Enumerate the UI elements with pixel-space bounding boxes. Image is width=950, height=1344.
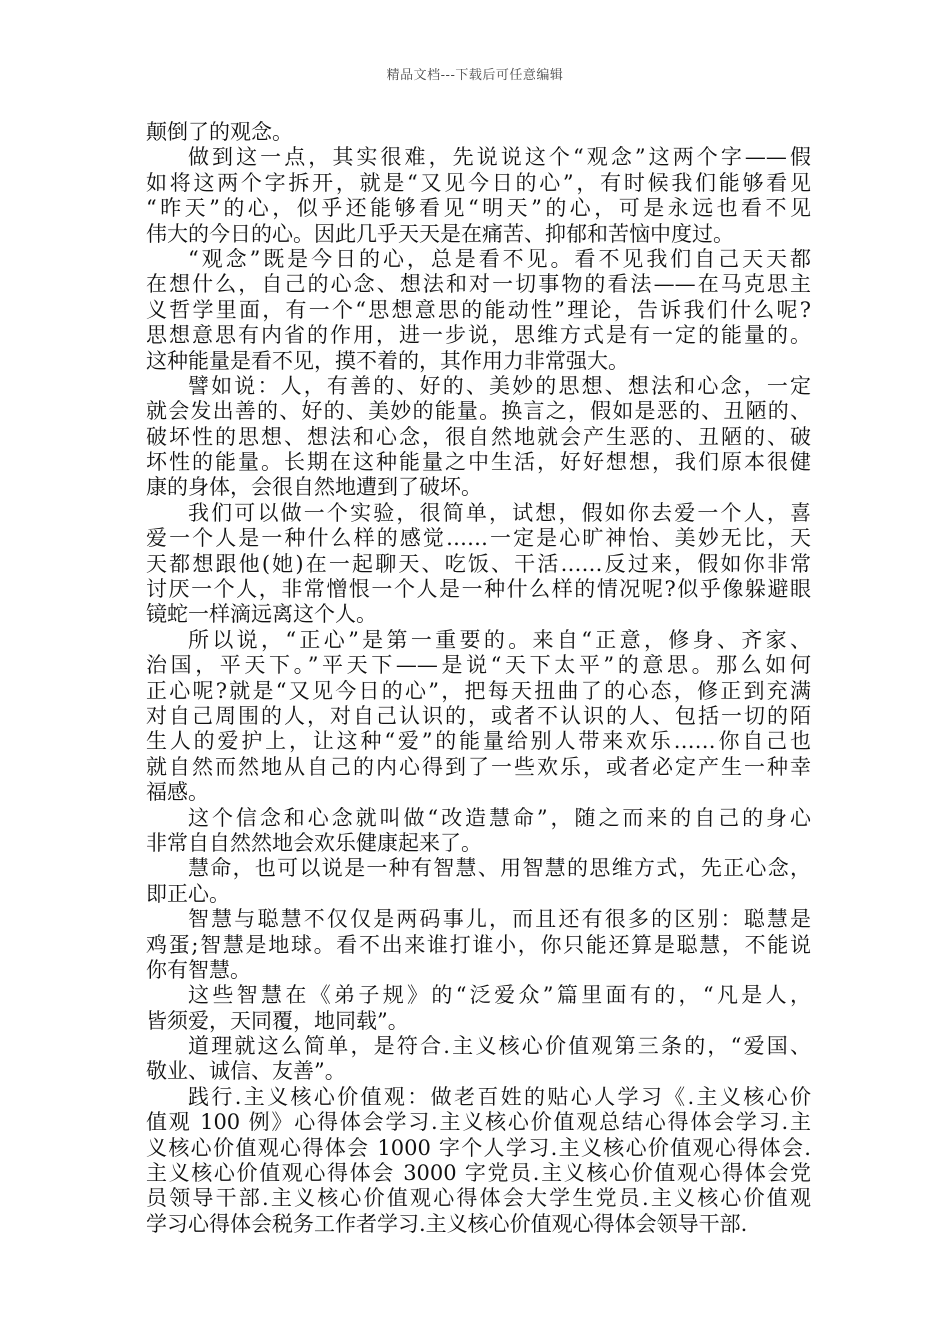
text-line: 康的身体，会很自然地遭到了破坏。 <box>146 475 482 500</box>
paragraph <box>146 374 811 501</box>
text-line: 道理就这么简单，是符合.主义核心价值观第三条的，“爱国、 <box>188 1034 811 1059</box>
text-line: 坏性的能量。长期在这种能量之中生活，好好想想，我们原本很健 <box>146 450 811 475</box>
text-line: 所以说，“正心”是第一重要的。来自“正意，修身、齐家、 <box>188 627 811 652</box>
text-line: 员领导干部.主义核心价值观心得体会大学生党员.主义核心价值观 <box>146 1186 811 1211</box>
text-line: 这个信念和心念就叫做“改造慧命”，随之而来的自己的身心 <box>188 805 811 830</box>
text-line: 正心呢?就是“又见今日的心”，把每天扭曲了的心态，修正到充满 <box>146 678 811 703</box>
text-line: 学习心得体会税务工作者学习.主义核心价值观心得体会领导干部. <box>146 1211 748 1236</box>
text-line: 慧命，也可以说是一种有智慧、用智慧的思维方式，先正心念， <box>188 856 811 881</box>
paragraph <box>146 806 811 857</box>
text-line: 皆须爱，天同覆，地同载”。 <box>146 1008 409 1033</box>
paragraph <box>146 120 811 145</box>
text-line: 践行.主义核心价值观：做老百姓的贴心人学习《.主义核心价 <box>188 1084 811 1109</box>
text-line: 镜蛇一样滴远离这个人。 <box>146 602 377 627</box>
text-line: 福感。 <box>146 780 209 805</box>
text-line: 我们可以做一个实验，很简单，试想，假如你去爱一个人，喜 <box>188 500 811 525</box>
text-line: 治国，平天下。”平天下——是说“天下太平”的意思。那么如何 <box>146 653 811 678</box>
text-line: 对自己周围的人，对自己认识的，或者不认识的人、包括一切的陌 <box>146 703 811 728</box>
text-line: 譬如说：人，有善的、好的、美妙的思想、想法和心念，一定 <box>188 373 811 398</box>
text-line: “观念”既是今日的心，总是看不见。看不见我们自己天天都 <box>188 246 811 271</box>
paragraph <box>146 856 811 907</box>
paragraph <box>146 1034 811 1085</box>
text-line: 讨厌一个人，非常憎恨一个人是一种什么样的情况呢?似乎像躲避眼 <box>146 577 811 602</box>
paragraph <box>146 628 811 806</box>
text-line: 爱一个人是一种什么样的感觉……一定是心旷神怡、美妙无比，天 <box>146 526 811 551</box>
text-line: 就自然而然地从自己的内心得到了一些欢乐，或者必定产生一种幸 <box>146 754 811 779</box>
paragraph <box>146 907 811 983</box>
text-line: 在想什么，自己的心念、想法和对一切事物的看法——在马克思主 <box>146 272 811 297</box>
paragraph <box>146 501 811 628</box>
paragraph <box>146 983 811 1034</box>
document-body <box>146 120 811 1237</box>
text-line: 破坏性的思想、想法和心念，很自然地就会产生恶的、丑陋的、破 <box>146 424 811 449</box>
text-line: 天都想跟他(她)在一起聊天、吃饭、干活……反过来，假如你非常 <box>146 551 811 576</box>
text-line: 义哲学里面，有一个“思想意思的能动性”理论，告诉我们什么呢? <box>146 297 811 322</box>
text-line: 颠倒了的观念。 <box>146 120 293 144</box>
text-line: 这些智慧在《弟子规》的“泛爱众”篇里面有的，“凡是人， <box>188 983 811 1008</box>
text-line: 这种能量是看不见，摸不着的，其作用力非常强大。 <box>146 348 629 373</box>
text-line: 就会发出善的、好的、美妙的能量。换言之，假如是恶的、丑陋的、 <box>146 399 811 424</box>
text-line: 做到这一点，其实很难，先说说这个“观念”这两个字——假 <box>188 145 811 170</box>
text-line: 值观 100 例》心得体会学习.主义核心价值观总结心得体会学习.主 <box>146 1110 812 1135</box>
page-header: 精品文档---下载后可任意编辑 <box>386 68 564 83</box>
text-line: 鸡蛋;智慧是地球。看不出来谁打谁小，你只能还算是聪慧，不能说 <box>146 932 811 957</box>
text-line: 伟大的今日的心。因此几乎天天是在痛苦、抑郁和苦恼中度过。 <box>146 221 734 246</box>
paragraph <box>146 247 811 374</box>
text-line: “昨天”的心，似乎还能够看见“明天”的心，可是永远也看不见 <box>146 196 811 221</box>
text-line: 思想意思有内省的作用，进一步说，思维方式是有一定的能量的。 <box>146 323 811 348</box>
text-line: 义核心价值观心得体会 1000 字个人学习.主义核心价值观心得体会. <box>146 1135 811 1160</box>
text-line: 敬业、诚信、友善”。 <box>146 1059 346 1084</box>
text-line: 生人的爱护上，让这种“爱”的能量给别人带来欢乐……你自己也 <box>146 729 811 754</box>
text-line: 主义核心价值观心得体会 3000 字党员.主义核心价值观心得体会党 <box>146 1161 811 1186</box>
text-line: 你有智慧。 <box>146 957 251 982</box>
paragraph <box>146 1085 811 1237</box>
paragraph <box>146 145 811 247</box>
text-line: 智慧与聪慧不仅仅是两码事儿，而且还有很多的区别：聪慧是 <box>188 907 811 932</box>
text-line: 即正心。 <box>146 881 230 906</box>
text-line: 如将这两个字拆开，就是“又见今日的心”，有时候我们能够看见 <box>146 170 811 195</box>
text-line: 非常自自然然地会欢乐健康起来了。 <box>146 830 482 855</box>
